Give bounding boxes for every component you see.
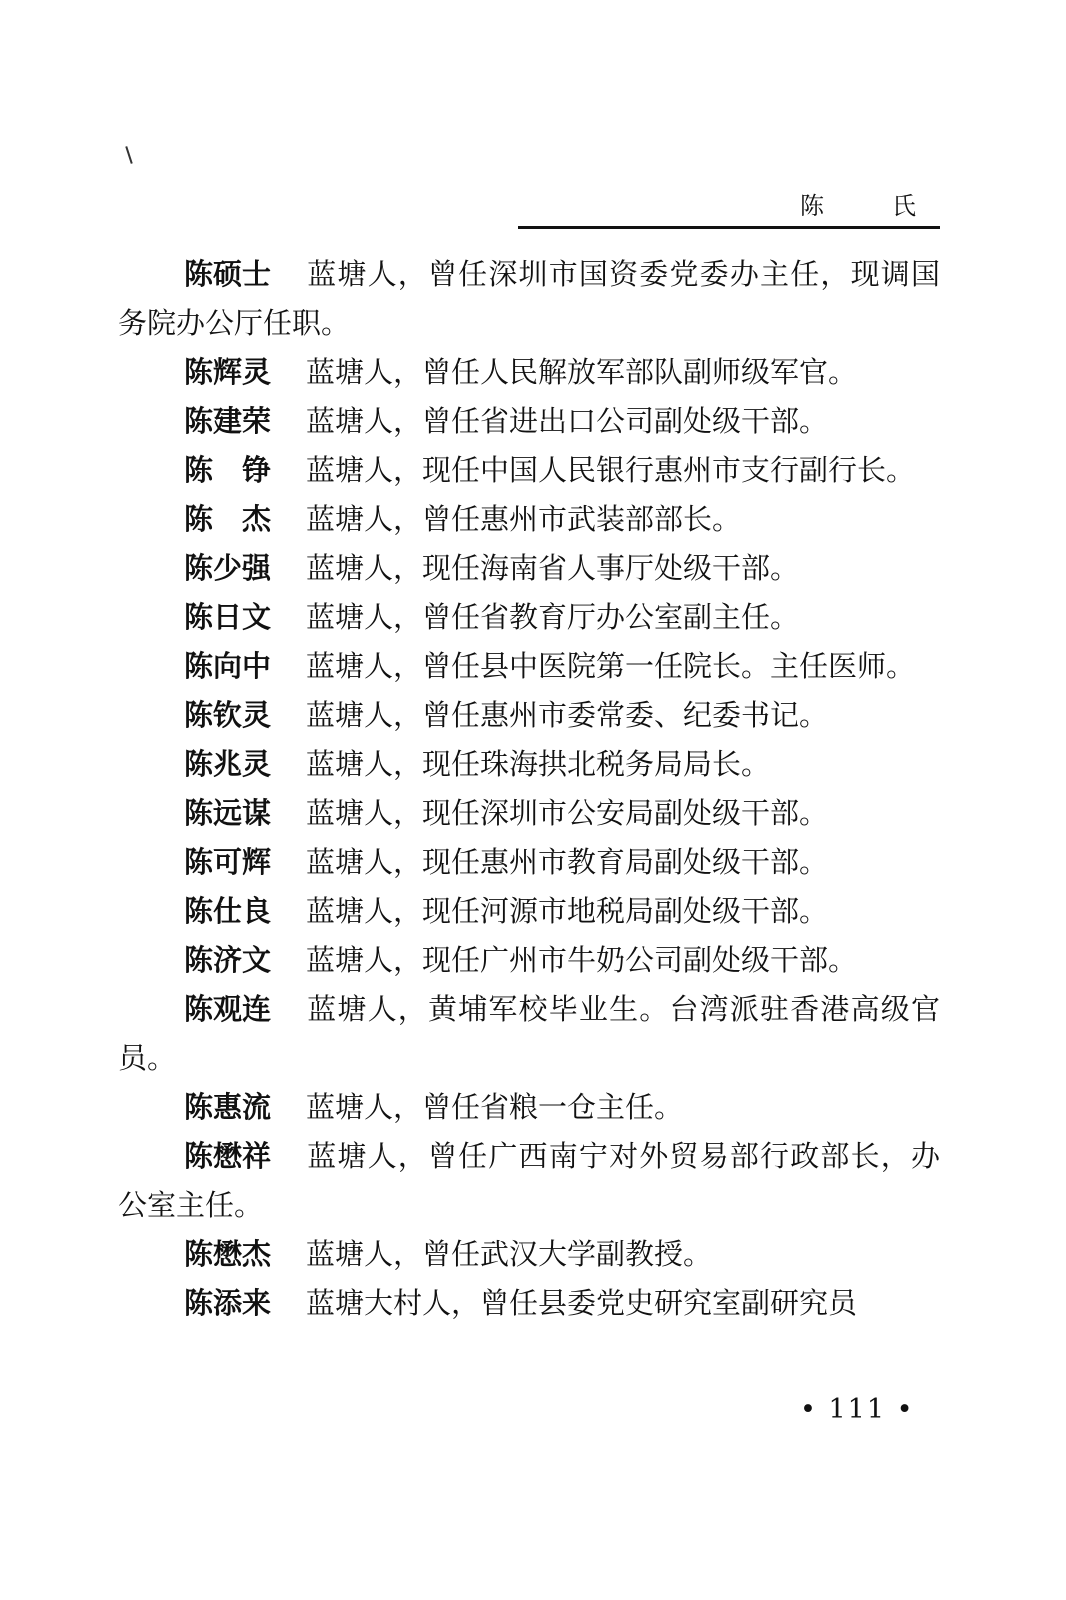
entry-text: 蓝塘人，曾任省粮一仓主任。 <box>306 1090 684 1124</box>
entry-text: 蓝塘人，曾任省进出口公司副处级干部。 <box>306 404 829 438</box>
entry-text: 蓝塘人，现任海南省人事厅处级干部。 <box>306 551 800 585</box>
running-header: 陈 氏 <box>800 192 938 220</box>
entry-text: 蓝塘人，现任深圳市公安局副处级干部。 <box>306 796 829 830</box>
entry <box>118 936 940 985</box>
entry <box>118 348 940 397</box>
entry-name: 陈少强 <box>184 551 272 585</box>
entry-text: 蓝塘人，曾任县中医院第一任院长。主任医师。 <box>306 649 916 683</box>
entry <box>118 250 940 348</box>
entry-text: 蓝塘人，曾任惠州市武装部部长。 <box>306 502 742 536</box>
entry <box>118 740 940 789</box>
entry-text: 蓝塘人，曾任武汉大学副教授。 <box>306 1237 713 1271</box>
entry-name: 陈 铮 <box>184 453 272 487</box>
entry-text: 蓝塘人，曾任深圳市国资委党委办主任，现调国务院办公厅任职。 <box>118 257 940 340</box>
entry <box>118 495 940 544</box>
entry <box>118 838 940 887</box>
entry <box>118 691 940 740</box>
entry-name: 陈济文 <box>184 943 272 977</box>
page-number: • 111 • <box>800 1394 915 1425</box>
entry-name: 陈建荣 <box>184 404 272 438</box>
entry-name: 陈懋祥 <box>184 1139 272 1173</box>
entry <box>118 397 940 446</box>
entry-name: 陈观连 <box>184 992 272 1026</box>
entry-text: 蓝塘人，现任中国人民银行惠州市支行副行长。 <box>306 453 916 487</box>
entry-name: 陈可辉 <box>184 845 272 879</box>
entry <box>118 1230 940 1279</box>
entry-name: 陈仕良 <box>184 894 272 928</box>
entry <box>118 446 940 495</box>
entry <box>118 789 940 838</box>
entry-name: 陈惠流 <box>184 1090 272 1124</box>
entry-text: 蓝塘人，现任惠州市教育局副处级干部。 <box>306 845 829 879</box>
entry <box>118 544 940 593</box>
header-rule <box>518 226 940 229</box>
entry-text: 蓝塘人，现任广州市牛奶公司副处级干部。 <box>306 943 858 977</box>
entry <box>118 1083 940 1132</box>
entry <box>118 887 940 936</box>
entry-name: 陈向中 <box>184 649 272 683</box>
entry-text: 蓝塘大村人，曾任县委党史研究室副研究员 <box>306 1286 858 1320</box>
entry <box>118 1279 940 1328</box>
entry-text: 蓝塘人，曾任广西南宁对外贸易部行政部长，办公室主任。 <box>118 1139 940 1222</box>
entry <box>118 642 940 691</box>
entry-name: 陈 杰 <box>184 502 272 536</box>
entry-text: 蓝塘人，现任河源市地税局副处级干部。 <box>306 894 829 928</box>
entry-name: 陈添来 <box>184 1286 272 1320</box>
entry-text: 蓝塘人，曾任人民解放军部队副师级军官。 <box>306 355 858 389</box>
entry <box>118 985 940 1083</box>
entry-name: 陈远谋 <box>184 796 272 830</box>
entry-name: 陈硕士 <box>184 257 272 291</box>
entry-text: 蓝塘人，黄埔军校毕业生。台湾派驻香港高级官员。 <box>118 992 940 1075</box>
entry-name: 陈辉灵 <box>184 355 272 389</box>
entry-text: 蓝塘人，曾任省教育厅办公室副主任。 <box>306 600 800 634</box>
entry-text: 蓝塘人，曾任惠州市委常委、纪委书记。 <box>306 698 829 732</box>
entry <box>118 1132 940 1230</box>
entry-name: 陈兆灵 <box>184 747 272 781</box>
scan-artifact-mark <box>125 146 132 164</box>
entry-text: 蓝塘人，现任珠海拱北税务局局长。 <box>306 747 771 781</box>
biography-list <box>118 250 940 1328</box>
entry-name: 陈懋杰 <box>184 1237 272 1271</box>
entry <box>118 593 940 642</box>
entry-name: 陈日文 <box>184 600 272 634</box>
entry-name: 陈钦灵 <box>184 698 272 732</box>
